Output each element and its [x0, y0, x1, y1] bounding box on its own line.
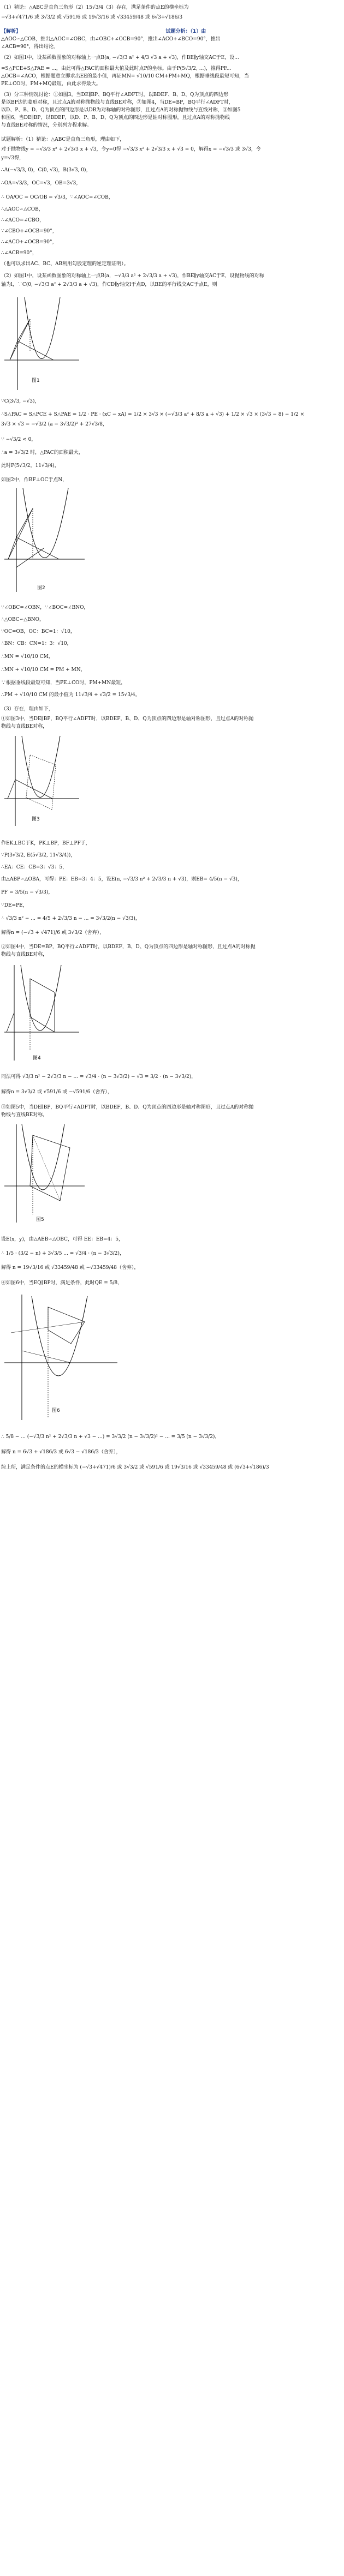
block3-line-5: ∴MN = √10/10 CM， [1, 654, 54, 660]
block4-line-4: 由△ABP∽△OBA，可得：PE：EB=3：4：5，设E(n, −√3/3 n² + 2√3/3 n + √3)，则EB= 4/5(n − √3)， [1, 877, 242, 882]
figure-6-caption: 图6 [52, 1408, 60, 1413]
figure-2-svg [0, 486, 87, 595]
block6-line-3: 解得 n = 19√3/16 或 √33459/48 或 −√33459/48（舍弃）， [1, 1265, 139, 1271]
block4-line-10: 物线与直线BE对称， [1, 952, 48, 957]
solution-line-5: ∴OA=√3/3，OC=√3，OB=3√3， [1, 181, 81, 186]
figure-6-svg [0, 1292, 120, 1423]
solution-line-1: 试题解析：（1）猜论：△ABC是直角三角形，理由如下， [1, 137, 125, 142]
block2-line-2: ∴S△PAC = S△PCE + S△PAE = 1/2 · PE · (xC − xA) = 1/2 × 3√3 × (−√3/3 a² + 8/3 a + √3) + 1/2 × √3 × (3√3 − 8) − 1/2 × [1, 412, 305, 417]
segment-cb [16, 537, 59, 559]
segment-ac [7, 1013, 14, 1032]
figure-5-caption: 图5 [36, 1217, 44, 1223]
block6-line-1: 设E(x，y)，由△AEB∽△OBC，可得 EE：EB=4：5， [1, 1237, 124, 1242]
solution-line-9: ∵∠CBO+∠OCB=90°， [1, 229, 57, 234]
block4-line-8: 解得n = (−√3 + √471)/6 或 3√3/2（舍弃）， [1, 930, 105, 936]
solution-line-12: （也可以求出AC、BC、AB利用勾股定理的逆定理证明）。 [1, 261, 129, 267]
parabola-curve [22, 736, 60, 798]
block4-line-9: ②如图4中，当DE=BP，BQ平行∠ADFT时，以BDEF，B、D、Q为顶点的四边形是轴对称图形，且过点A的对称抛 [1, 944, 256, 950]
figure-1-caption: 图1 [32, 378, 40, 384]
block2-line-7: 如图2中，作BF⊥OC于点N， [1, 477, 68, 483]
figure-3-caption: 图3 [32, 817, 40, 822]
solution-line-4: ∴A(−√3/3, 0)，C(0, √3)，B(3√3, 0)， [1, 167, 91, 173]
analysis-line-11: 和图6，当DE∥BP，以BDEF，以D、P、B、D、Q为顶点的四边形是轴对称图形，且过点A的对称抛物线 [1, 115, 230, 121]
block5-line-4: 物线与直线BE对称， [1, 1112, 48, 1118]
solution-line-6: ∴ OA/OC = OC/OB = √3/3，∵∠AOC=∠COB， [1, 195, 114, 200]
figure-4-svg [0, 962, 82, 1063]
quadrilateral [48, 1307, 85, 1344]
analysis-line-2: △AOC∽△COB，推出△AOC=∠OBC，由∠OBC+∠OCB=90°，推出∠ACO+∠BCO=90°，推出 [1, 37, 221, 42]
block5-line-2: 解得n = 3√3/2 或 √591/6 或 −√591/6（舍弃）， [1, 1089, 112, 1095]
solution-line-3: y=√3得， [1, 155, 25, 161]
block7-line-2: 解得 n = 6√3 + √186/3 或 6√3 − √186/3（舍弃）， [1, 1449, 121, 1455]
segment-ac [10, 341, 17, 360]
parabola-curve [21, 965, 61, 1031]
block3-line-6: ∴MN + √10/10 CM = PM + MN， [1, 667, 86, 673]
segment-cp [16, 508, 33, 537]
block2-line-3: 3√3 × √3 = −√3/2 (a − 3√3/2)² + 27√3/8， [1, 422, 108, 427]
solution-line-11: ∴∠ACB=90°， [1, 250, 37, 256]
segment-bn [16, 548, 44, 567]
segment-ac [8, 780, 15, 799]
block3-line-7: ∵根据垂线段最短可知，当PE⊥CO时，PM+MN最短， [1, 680, 126, 686]
segment-cb [15, 780, 52, 799]
block3-line-9: （3）存在，理由如下， [1, 706, 54, 712]
parabola-curve [32, 1296, 87, 1376]
solution-line-8: ∴∠ACO=∠CBO， [1, 218, 45, 223]
block6-line-2: ∴ 1/5 · (3/2 − n) + 3√3/5 ... = √3/4 · (n − 3√3/2)， [1, 1251, 124, 1256]
analysis-tag: 【解析】 试题分析：（1）由 [1, 29, 206, 34]
figure-5 [0, 1122, 87, 1225]
figure-1-svg [0, 295, 82, 393]
solution-line-10: ∴∠ACO+∠OCB=90°， [1, 239, 57, 245]
analysis-line-12: 与直线BE对称的情况，分别列方程求解。 [1, 123, 92, 128]
block3-line-11: 物线与直线BE对称， [1, 724, 48, 729]
figure-4 [0, 962, 82, 1063]
analysis-line-6: △OCB=∠ACO，根据题意立即求出EE的最小值，再证MN= √10/10 CM+PM+MQ，根据垂线段最短可知，当 [1, 74, 249, 79]
solution-line-13: （2）如图1中，设某函数图象的对称轴上一点B(a，−√3/3 a² + 2√3/3 a + √3)，作BE∥y轴交AC于E，设抛物线的对称 [1, 273, 264, 279]
block3-line-4: ∴BN：CB：CN=1：3：√10， [1, 641, 72, 646]
figure-4-caption: 图4 [33, 1056, 41, 1061]
analysis-line-3: ∠ACB=90°，得出结论。 [1, 44, 59, 50]
quadrilateral [26, 755, 56, 810]
parabola-curve [22, 1124, 64, 1190]
block3-line-8: ∴PM + √10/10 CM 的最小值为 11√3/4 + √3/2 = 15√3/4。 [1, 692, 140, 698]
segment-cp [17, 319, 30, 341]
solution-line-14: 轴为l，∵C(0, −√3/3 a² + 2√3/3 a + √3)，作CD∥y轴交l于点D，以BE的平行线交AC于点E，则 [1, 282, 217, 287]
diagonal [33, 1135, 60, 1201]
figure-3-svg [0, 733, 82, 829]
block5-line-3: ③如图5中，当DE∥BP，BQ平行∠ADFT时，以BDEF，B、D、Q为顶点的四边形是轴对称图形，且过点A的对称抛 [1, 1105, 254, 1110]
block7-line-1: ∴ 5/8 − ... (−√3/3 n² + 2√3/3 n + √3 − ...) = 3√3/2 (n − 3√3/2)² − ... = 3/5 (n − 3√3/2)， [1, 1434, 220, 1440]
block6-line-4: ④如图6中，当EQ∥BP时，满足条件，此时QE = 5/8， [1, 1280, 123, 1286]
block2-line-5: ∴a = 3√3/2 时，△PAC的面积最大， [1, 450, 84, 456]
segment-ac [8, 537, 16, 559]
analysis-line-9: 是以BP边的菱形对称，且过点A的对称抛物线与直线BE对称，②如图4，当DE=BP，BQ平行∠ADFT时， [1, 100, 234, 105]
analysis-line-4: （2）如图1中，设某函数图象的对称轴上一点B(a, −√3/3 a² + 4/3 √3 a + √3)，作BE∥y轴交AC于E，设... [1, 55, 239, 61]
analysis-header [1, 28, 341, 35]
block4-line-1: 作EK⊥BC于K，PK⊥BP，BF⊥PF于， [1, 841, 91, 846]
solution-line-2: 对于抛物线y = −√3/3 x² + 2√3/3 x + √3，令y=0得 −√3/3 x² + 2√3/3 x + √3 = 0，解得x = −√3/3 或 3√3，令 [1, 147, 261, 152]
block4-line-5: PF = 3/5(n − √3/3)， [1, 890, 54, 895]
block2-line-6: 此时P(5√3/2，11√3/4)， [1, 463, 60, 469]
figure-5-svg [0, 1122, 87, 1225]
quadrilateral [30, 1135, 70, 1201]
block5-line-1: 同法可得 √3/3 n² − 2√3/3 n − ... = √3/4 · (n − 3√3/2) − √3 = 3/2 · (n − 3√3/2)， [1, 1074, 197, 1080]
segment-ap [10, 319, 30, 360]
block2-line-4: ∵ −√3/2 < 0， [1, 437, 37, 442]
figure-1 [0, 295, 82, 393]
block3-line-3: ∵OC=OB，OC：BC=1：√10， [1, 629, 75, 634]
figure-2-caption: 图2 [37, 585, 45, 591]
answer-line-2: −√3+√471/6 或 3√3/2 或 √591/6 或 19√3/16 或 √33459/48 或 6√3+√186/3 [1, 15, 183, 20]
answer-line-1: （1）猜论：△ABC是直角三角形（2）15√3/4（3）存在，满足条件的点E的横坐标为 [1, 5, 189, 10]
block4-line-6: ∵DE=PE， [1, 903, 28, 908]
segment-ap [8, 508, 33, 559]
block3-line-10: ①如图3中，当DE∥BP，BQ平行∠ADFT时，以BDEF，B、D、Q为顶点的四边形是轴对称图形，且过点A的对称抛 [1, 716, 254, 722]
block4-line-7: ∴ √3/3 n² − ... = 4/5 + 2√3/3 n − ... = 3√3/2(n − √3/3)， [1, 916, 140, 921]
parabola-curve [23, 488, 68, 558]
figure-2 [0, 486, 87, 595]
block7-line-3: 综上所，满足条件的点E的横坐标为 (−√3+√471)/6 或 3√3/2 或 √591/6 或 19√3/16 或 √33459/48 或 (6√3+√186)/3 [1, 1465, 269, 1470]
block4-line-3: ∴EA：CE：CB=3：√3：5， [1, 865, 68, 870]
block3-line-2: ∴△OBC∽△BNO， [1, 617, 45, 622]
block3-line-1: ∵∠OBC=∠OBN，∵∠BOC=∠BNO， [1, 605, 89, 610]
figure-6 [0, 1292, 120, 1423]
block2-line-1: ∵C(3√3, −√3)， [1, 399, 40, 404]
analysis-line-5: =S△PCE+S△PAE = ...，由此可得△PAC的面积最大值及此时点P的坐标。由于P(5√3/2, ...)，推得PF... [1, 66, 232, 71]
analysis-line-10: 以D、P、B、D、Q为顶点的四边形是以DB为对称轴的对称图形，且过点A的对称抛物线与直线对称，③如图5 [1, 107, 241, 113]
block4-line-2: ∵P(3√3/2, E(5√3/2, 11√3/4))， [1, 853, 76, 858]
solution-line-7: ∴△AOC∽△COB， [1, 207, 44, 212]
analysis-line-8: （3）分三种情况讨论：①如图3，当DE∥BP、BQ平行∠ADFT时，以BDEF、B、D、Q为顶点的四边形 [1, 92, 229, 98]
figure-3 [0, 733, 82, 829]
analysis-line-7: PE⊥CO时，PM+MQ最短，由此求得最大。 [1, 81, 101, 87]
